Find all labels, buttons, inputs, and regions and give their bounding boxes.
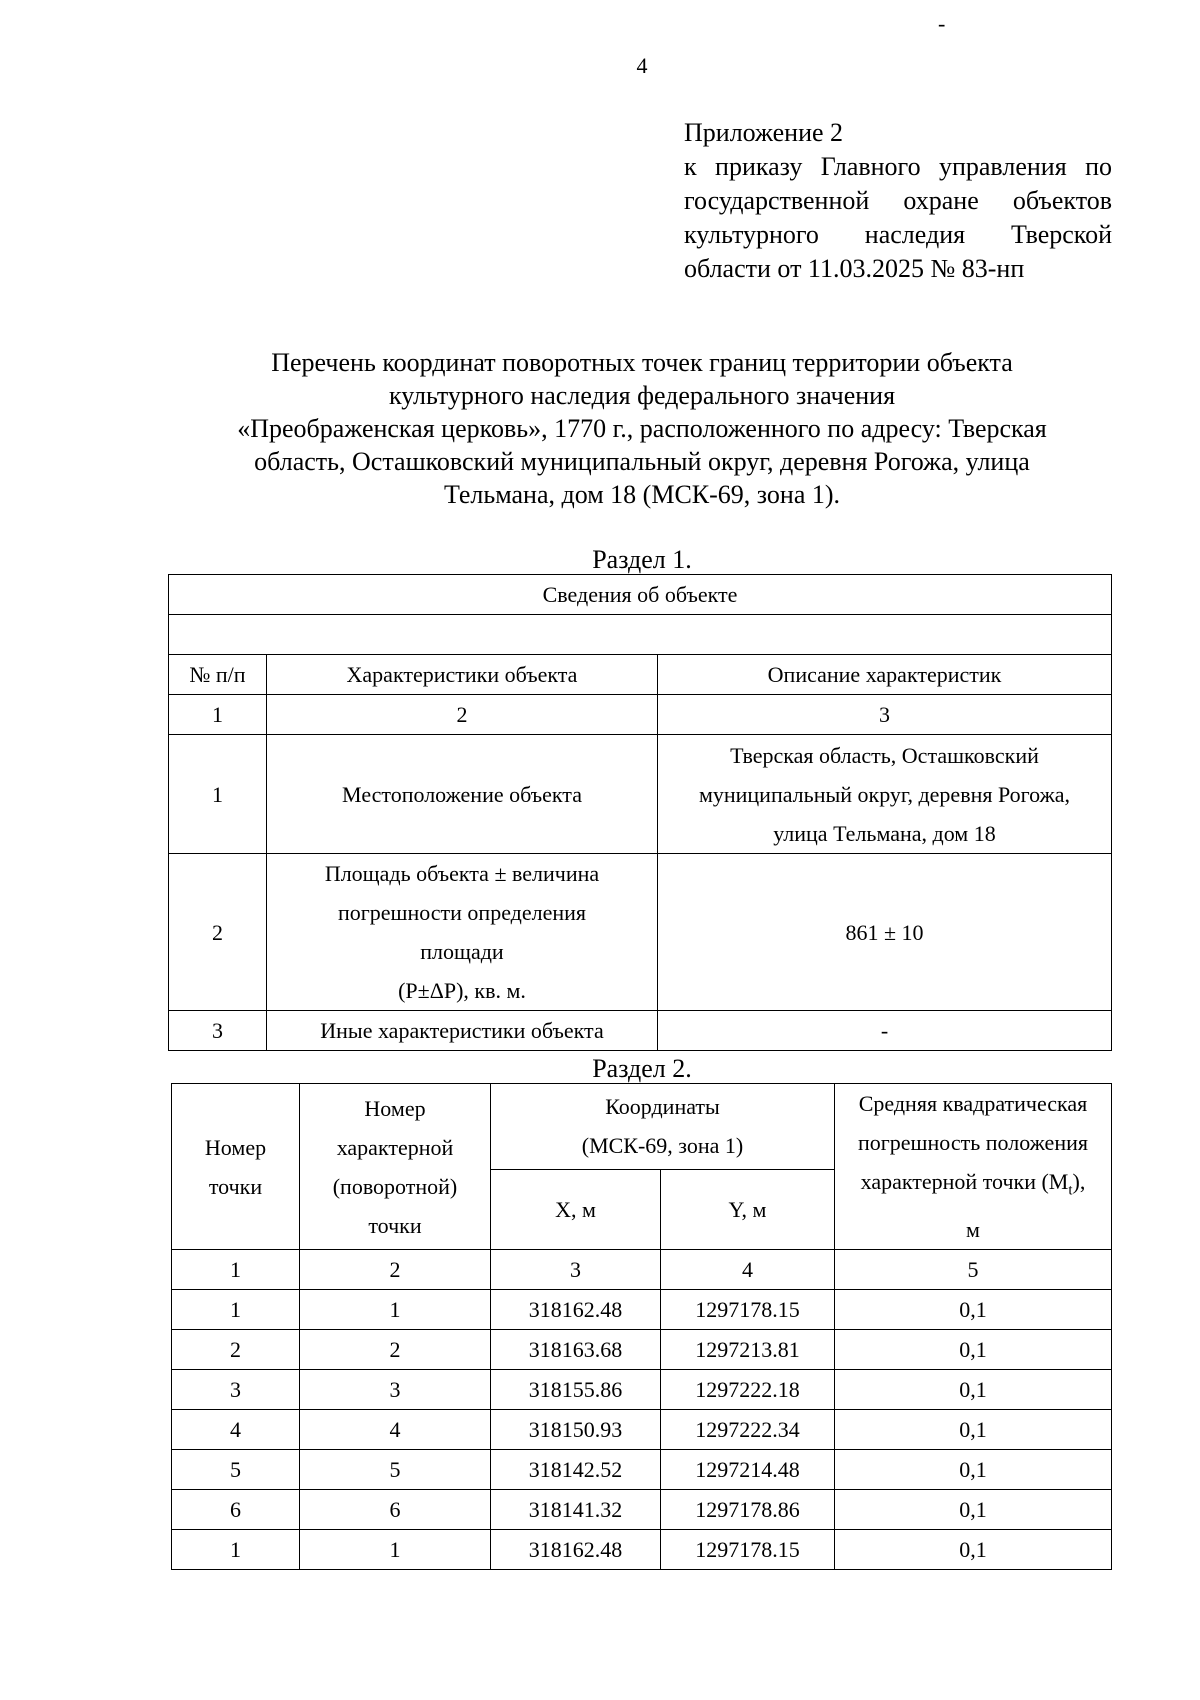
title-line: «Преображенская церковь», 1770 г., расположенного по адресу: Тверская xyxy=(237,414,1047,443)
cell-line: характерной xyxy=(336,1134,454,1160)
section-2-label: Раздел 2. xyxy=(592,1054,692,1083)
cell-line: 861 ± 10 xyxy=(845,919,924,945)
header-point-number xyxy=(172,1084,300,1250)
row-number: 2 xyxy=(169,854,267,1011)
characteristic-name xyxy=(267,735,658,854)
column-number-row xyxy=(172,1250,1112,1290)
coordinates-table xyxy=(171,1083,1112,1570)
cell-line: Тверская область, Осташковский xyxy=(730,742,1039,768)
cell-line: улица Тельмана, дом 18 xyxy=(773,820,996,846)
cell-line: - xyxy=(880,1018,889,1043)
point-number: 1 xyxy=(172,1530,300,1570)
y-coordinate: 1297214.48 xyxy=(661,1450,835,1490)
appendix-line: области от 11.03.2025 № 83-нп xyxy=(684,254,1025,283)
cell-line: муниципальный округ, деревня Рогожа, xyxy=(698,781,1071,807)
appendix-line: Приложение 2 xyxy=(684,118,844,147)
header-error xyxy=(835,1084,1112,1250)
error-subscript: t xyxy=(1068,1182,1073,1199)
column-number: 4 xyxy=(661,1250,835,1290)
error-value: 0,1 xyxy=(835,1410,1112,1450)
y-coordinate: 1297178.15 xyxy=(661,1530,835,1570)
column-number-row xyxy=(169,695,1112,735)
page-number: 4 xyxy=(636,53,648,78)
header-row xyxy=(169,655,1112,695)
table-row xyxy=(172,1290,1112,1330)
characteristic-name xyxy=(267,854,658,1011)
object-info-table xyxy=(168,574,1112,1051)
error-line3-post: ), xyxy=(1072,1169,1086,1194)
header-row xyxy=(172,1084,1112,1170)
cell-line: погрешность положения xyxy=(858,1130,1088,1155)
cell-line: точки xyxy=(368,1212,422,1238)
cell-line: Иные характеристики объекта xyxy=(320,1018,604,1043)
x-coordinate: 318150.93 xyxy=(491,1410,661,1450)
table-row xyxy=(172,1450,1112,1490)
appendix-line: к приказу Главного управления по xyxy=(684,152,1112,181)
header-y: Y, м xyxy=(661,1169,835,1250)
column-number: 3 xyxy=(658,695,1112,735)
column-number: 2 xyxy=(300,1250,491,1290)
characteristic-description xyxy=(658,854,1112,1011)
table-row xyxy=(172,1410,1112,1450)
error-value: 0,1 xyxy=(835,1290,1112,1330)
column-number: 1 xyxy=(169,695,267,735)
section-1-label: Раздел 1. xyxy=(592,545,692,574)
header-x: X, м xyxy=(491,1169,661,1250)
row-number: 3 xyxy=(169,1011,267,1051)
characteristic-point-number: 5 xyxy=(300,1450,491,1490)
characteristic-description xyxy=(658,1011,1112,1051)
cell-line: (МСК-69, зона 1) xyxy=(581,1133,744,1159)
appendix-line: культурного наследия Тверской xyxy=(684,220,1112,249)
cell-line: погрешности определения xyxy=(337,900,587,925)
table-row xyxy=(169,854,1112,1011)
x-coordinate: 318162.48 xyxy=(491,1290,661,1330)
table-caption: Сведения об объекте xyxy=(169,575,1112,615)
error-value: 0,1 xyxy=(835,1370,1112,1410)
title-line: Перечень координат поворотных точек границ территории объекта xyxy=(271,348,1013,377)
cell-line: (P±ΔP), кв. м. xyxy=(398,978,526,1003)
point-number: 3 xyxy=(172,1370,300,1410)
header-cell: Описание характеристик xyxy=(658,655,1112,695)
characteristic-description xyxy=(658,735,1112,854)
characteristic-point-number: 3 xyxy=(300,1370,491,1410)
point-number: 5 xyxy=(172,1450,300,1490)
cell-line: Средняя квадратическая xyxy=(858,1091,1088,1116)
error-value: 0,1 xyxy=(835,1450,1112,1490)
point-number: 1 xyxy=(172,1290,300,1330)
cell-line: Номер xyxy=(204,1134,267,1160)
column-number: 2 xyxy=(267,695,658,735)
point-number: 2 xyxy=(172,1330,300,1370)
error-value: 0,1 xyxy=(835,1330,1112,1370)
cell-line xyxy=(835,1162,1111,1210)
title-line: Тельмана, дом 18 (МСК-69, зона 1). xyxy=(443,480,841,509)
x-coordinate: 318141.32 xyxy=(491,1490,661,1530)
x-coordinate: 318163.68 xyxy=(491,1330,661,1370)
point-number: 4 xyxy=(172,1410,300,1450)
characteristic-point-number: 1 xyxy=(300,1530,491,1570)
table-row xyxy=(169,735,1112,854)
header-cell: Характеристики объекта xyxy=(267,655,658,695)
characteristic-point-number: 6 xyxy=(300,1490,491,1530)
column-number: 1 xyxy=(172,1250,300,1290)
cell-line: Местоположение объекта xyxy=(342,781,582,807)
x-coordinate: 318162.48 xyxy=(491,1530,661,1570)
y-coordinate: 1297213.81 xyxy=(661,1330,835,1370)
error-line3-pre: характерной точки (M xyxy=(860,1169,1069,1194)
y-coordinate: 1297178.86 xyxy=(661,1490,835,1530)
table-row xyxy=(172,1370,1112,1410)
x-coordinate: 318142.52 xyxy=(491,1450,661,1490)
error-value: 0,1 xyxy=(835,1530,1112,1570)
cell-line: площади xyxy=(420,939,504,964)
corner-mark: - xyxy=(938,11,946,36)
y-coordinate: 1297222.34 xyxy=(661,1410,835,1450)
cell-line: Номер xyxy=(364,1095,426,1121)
column-number: 5 xyxy=(835,1250,1112,1290)
cell-line: Координаты xyxy=(605,1094,720,1120)
column-number: 3 xyxy=(491,1250,661,1290)
characteristic-point-number: 1 xyxy=(300,1290,491,1330)
table-row xyxy=(172,1530,1112,1570)
empty-row xyxy=(169,615,1112,655)
empty-cell xyxy=(169,615,1112,655)
table-caption-row xyxy=(169,575,1112,615)
table-row xyxy=(172,1490,1112,1530)
cell-line: м xyxy=(966,1217,980,1243)
header-cell: № п/п xyxy=(169,655,267,695)
y-coordinate: 1297222.18 xyxy=(661,1370,835,1410)
title-line: область, Осташковский муниципальный округ, деревня Рогожа, улица xyxy=(254,447,1030,476)
characteristic-name xyxy=(267,1011,658,1051)
header-characteristic-point xyxy=(300,1084,491,1250)
cell-line: (поворотной) xyxy=(332,1173,458,1199)
appendix-line: государственной охране объектов xyxy=(684,186,1112,215)
appendix-block xyxy=(684,116,1112,286)
y-coordinate: 1297178.15 xyxy=(661,1290,835,1330)
characteristic-point-number: 2 xyxy=(300,1330,491,1370)
table-row xyxy=(172,1330,1112,1370)
error-value: 0,1 xyxy=(835,1490,1112,1530)
title-line: культурного наследия федерального значения xyxy=(388,381,896,410)
cell-line: точки xyxy=(208,1173,263,1199)
document-title xyxy=(150,346,1134,511)
cell-line: Площадь объекта ± величина xyxy=(324,861,600,886)
x-coordinate: 318155.86 xyxy=(491,1370,661,1410)
header-coordinates xyxy=(491,1084,835,1170)
row-number: 1 xyxy=(169,735,267,854)
characteristic-point-number: 4 xyxy=(300,1410,491,1450)
point-number: 6 xyxy=(172,1490,300,1530)
table-row xyxy=(169,1011,1112,1051)
coordinates-body xyxy=(172,1290,1112,1570)
